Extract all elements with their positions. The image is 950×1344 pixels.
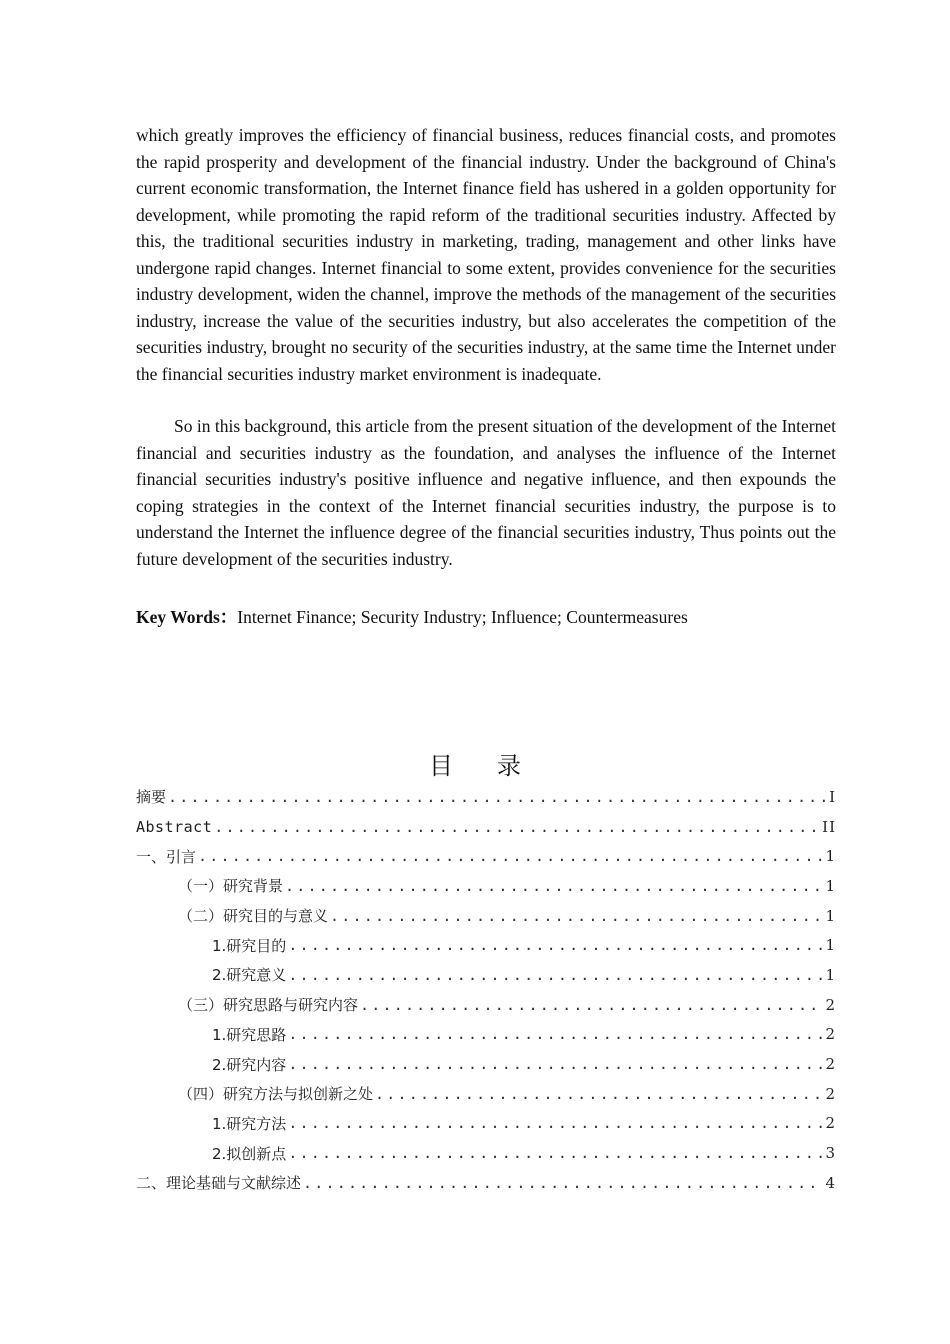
toc-leader-dots <box>330 907 823 925</box>
toc-entry-page: 2 <box>825 1055 836 1074</box>
abstract-paragraph-2: So in this background, this article from the present situation of the development of the Internet financial and securities industry as the foundation, and analyses the influence of the Internet financial securities industry's positive influence and negative influence, and then expounds the coping strategies in the context of the Internet financial securities industry, the purpose is to understand the Internet the influence degree of the financial securities industry, Thus points out the future development of the securities industry. <box>136 416 836 569</box>
toc-entry-label: 1.研究目的 <box>212 936 287 955</box>
toc-entry-page: 1 <box>825 965 836 984</box>
toc-entry-label: 摘要 <box>136 788 167 807</box>
toc-entry-label: 2.研究意义 <box>212 966 287 985</box>
toc-leader-dots <box>303 1174 823 1192</box>
toc-leader-dots <box>288 1144 823 1162</box>
toc-entry-page: 1 <box>825 876 836 895</box>
toc-title: 目录 <box>429 752 565 780</box>
toc-entry-subsection-1-2-1[interactable] <box>136 930 836 960</box>
toc-entry-subsection-1-3-2[interactable] <box>136 1049 836 1079</box>
toc-entry-label: 1.研究方法 <box>212 1114 287 1133</box>
toc-entry-abstract-cn[interactable] <box>136 782 836 812</box>
toc-entry-subsection-1-3-1[interactable] <box>136 1020 836 1050</box>
toc-entry-page: 2 <box>825 1025 836 1044</box>
toc-entry-page: 2 <box>825 995 836 1014</box>
toc-entry-page: 2 <box>825 1084 836 1103</box>
toc-entry-subsection-1-4-2[interactable] <box>136 1138 836 1168</box>
toc-entry-label: （二）研究目的与意义 <box>178 907 329 926</box>
toc-entry-label: Abstract <box>136 817 213 836</box>
toc-leader-dots <box>288 1025 823 1043</box>
toc-entry-page: I <box>829 787 836 806</box>
toc-entry-section-1-2[interactable] <box>136 901 836 931</box>
toc-entry-page: 2 <box>825 1114 836 1133</box>
toc-leader-dots <box>168 788 827 806</box>
toc-entry-subsection-1-4-1[interactable] <box>136 1109 836 1139</box>
toc-entry-section-1-1[interactable] <box>136 871 836 901</box>
toc-leader-dots <box>288 966 823 984</box>
keywords-line <box>136 604 836 630</box>
toc-leader-dots <box>285 877 823 895</box>
abstract-paragraph-1: which greatly improves the efficiency of financial business, reduces financial costs, and promotes the rapid prosperity and development of the financial industry. Under the background of China's current economic transformation, the Internet finance field has ushered in a golden opportunity for development, while promoting the rapid reform of the traditional securities industry. Affected by this, the traditional securities industry in marketing, trading, management and other links have undergone rapid changes. Internet financial to some extent, provides convenience for the securities industry development, widen the channel, improve the methods of the management of the securities industry, increase the value of the securities industry, but also accelerates the competition of the securities industry, brought no security of the securities industry, at the same time the Internet under the financial securities industry market environment is inadequate. <box>136 125 836 384</box>
toc-entry-chapter-2[interactable] <box>136 1168 836 1198</box>
toc-entry-subsection-1-2-2[interactable] <box>136 960 836 990</box>
toc-entry-page: II <box>822 817 836 836</box>
toc-entry-label: 二、理论基础与文献综述 <box>136 1174 302 1193</box>
toc-leader-dots <box>288 1114 823 1132</box>
toc-leader-dots <box>375 1085 823 1103</box>
toc-leader-dots <box>288 936 823 954</box>
toc-entry-label: 1.研究思路 <box>212 1025 287 1044</box>
keywords-label: Key Words： <box>136 607 238 627</box>
table-of-contents <box>136 782 836 1198</box>
toc-entry-label: 2.研究内容 <box>212 1055 287 1074</box>
toc-entry-label: （一）研究背景 <box>178 877 284 896</box>
toc-entry-label: （三）研究思路与研究内容 <box>178 996 359 1015</box>
toc-entry-page: 1 <box>825 847 836 866</box>
toc-entry-abstract-en[interactable] <box>136 812 836 842</box>
toc-leader-dots <box>288 1055 823 1073</box>
toc-entry-page: 3 <box>825 1144 836 1163</box>
toc-entry-page: 1 <box>825 936 836 955</box>
toc-entry-page: 4 <box>825 1173 836 1192</box>
toc-leader-dots <box>360 996 823 1014</box>
keywords-text: Internet Finance; Security Industry; Influence; Countermeasures <box>237 607 688 627</box>
toc-entry-label: （四）研究方法与拟创新之处 <box>178 1085 374 1104</box>
toc-entry-label: 2.拟创新点 <box>212 1144 287 1163</box>
toc-leader-dots <box>198 847 823 865</box>
toc-leader-dots <box>214 818 820 836</box>
toc-entry-section-1-4[interactable] <box>136 1079 836 1109</box>
toc-entry-chapter-1[interactable] <box>136 841 836 871</box>
toc-entry-label: 一、引言 <box>136 847 197 866</box>
toc-entry-page: 1 <box>825 906 836 925</box>
toc-entry-section-1-3[interactable] <box>136 990 836 1020</box>
